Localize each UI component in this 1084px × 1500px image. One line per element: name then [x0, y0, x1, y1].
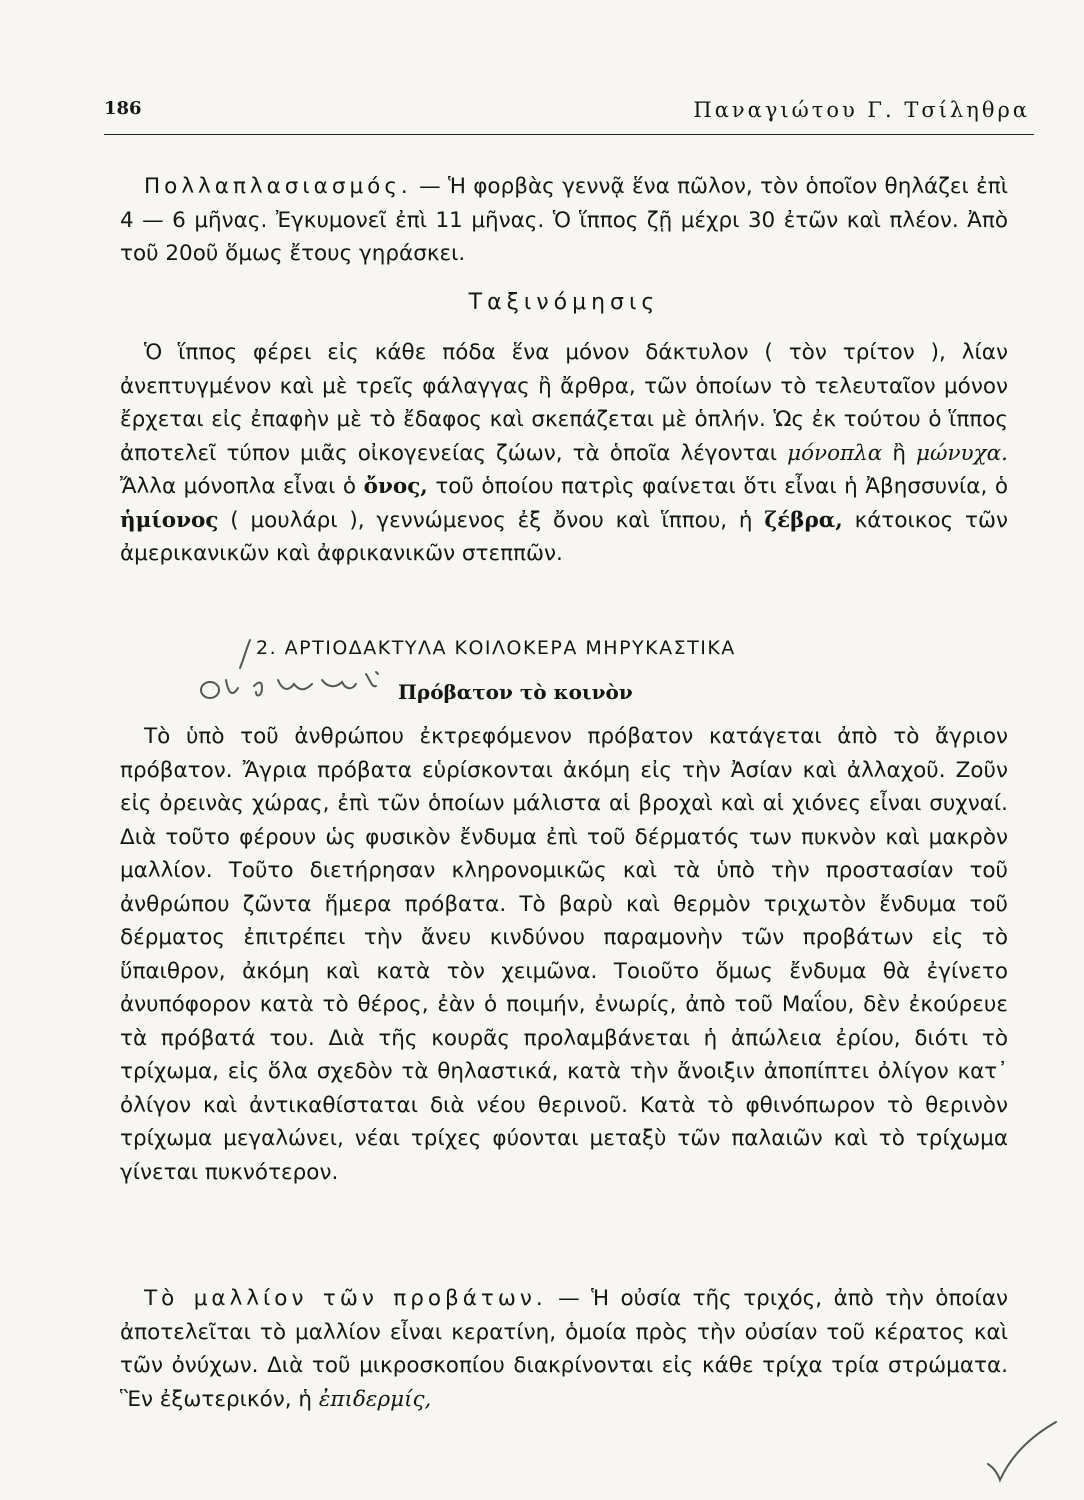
paragraph-wool [120, 1282, 1008, 1416]
italic-term: μώνυχα. [915, 440, 1008, 466]
paragraph-sheep [120, 720, 1008, 1189]
paragraph-text: — Ἡ φορβὰς γεννᾷ ἕνα πῶλον, τὸν ὁποῖον θηλάζει ἐπὶ 4 — 6 μῆνας. Ἐγκυμονεῖ ἐπὶ 11 μῆνας. Ὁ ἵππος ζῇ μέχρι 30 ἐτῶν καὶ πλέον. Ἀπὸ τοῦ 20οῦ ὅμως ἔτους γηράσκει. [120, 174, 1008, 266]
page-number: 186 [104, 98, 142, 119]
text-run: Ὁ ἵππος φέρει εἰς κάθε πόδα ἕνα μόνον δάκτυλον ( τὸν τρίτον ), λίαν ἀνεπτυγμένον καὶ μὲ τρεῖς φάλαγγας ἢ ἄρθρα, τῶν ὁποίων τὸ τελευταῖον μόνον ἔρχεται εἰς ἐπαφὴν μὲ τὸ ἔδαφος καὶ σκεπάζεται μὲ ὁπλήν. Ὡς ἐκ τούτου ὁ ἵππος ἀποτελεῖ τύπον μιᾶς οἰκογενείας ζώων, τὰ ὁποῖα λέγονται [120, 340, 1008, 466]
bold-term: ἡμίονος [120, 507, 219, 533]
paragraph-taxonomy [120, 336, 1008, 571]
paragraph-text: Τὸ ὑπὸ τοῦ ἀνθρώπου ἐκτρεφόμενον πρόβατον κατάγεται ἀπὸ τὸ ἄγριον πρόβατον. Ἄγρια πρόβατα εὑρίσκονται ἀκόμη εἰς τὴν Ἀσίαν καὶ ἀλλαχοῦ. Ζοῦν εἰς ὀρεινὰς χώρας, ἐπὶ τῶν ὁποίων μάλιστα αἱ βροχαὶ καὶ αἱ χιόνες εἶναι συχναί. Διὰ τοῦτο φέρουν ὡς φυσικὸν ἔνδυμα ἐπὶ τοῦ δέρματός των πυκνὸν καὶ μακρὸν μαλλίον. Τοῦτο διετήρησαν κληρονομικῶς καὶ τὰ ὑπὸ τὴν προστασίαν τοῦ ἀνθρώπου ζῶντα ἥμερα πρόβατα. Τὸ βαρὺ καὶ θερμὸν τριχωτὸν ἔνδυμα τοῦ δέρματος ἐπιτρέπει τὴν ἄνευ κινδύνου παραμονὴν τῶν προβάτων εἰς τὸ ὕπαιθρον, ἀκόμη καὶ κατὰ τὸν χειμῶνα. Τοιοῦτο ὅμως ἔνδυμα θὰ ἐγίνετο ἀνυπόφορον κατὰ τὸ θέρος, ἐὰν ὁ ποιμήν, ἐνωρίς, ἀπὸ τοῦ Μαΐου, δὲν ἐκούρευε τὰ πρόβατά του. Διὰ τῆς κουρᾶς προλαμβάνεται ἡ ἀπώλεια ἐρίου, διότι τὸ τρίχωμα, εἰς ὅλα σχεδὸν τὰ θηλαστικά, κατὰ τὴν ἄνοιξιν ἀποπίπτει ὀλίγον κατ᾽ ὀλίγον καὶ ἀντικαθίσταται διὰ νέου θερινοῦ. Κατὰ τὸ φθινόπωρον τὸ θερινὸν τρίχωμα μεγαλώνει, νέαι τρίχες φύονται μεταξὺ τῶν παλαιῶν καὶ τὸ τρίχωμα γίνεται πυκνότερον. [120, 724, 1008, 1185]
paragraph-lead: Τὸ μαλλίον τῶν προβάτων. [144, 1286, 547, 1311]
paragraph-reproduction [120, 170, 1008, 271]
running-head: Παναγιώτου Γ. Τσίληθρα [693, 98, 1030, 122]
subheading-sheep: Πρόβατον τὸ κοινὸν [398, 680, 633, 704]
text-run: — Ἡ οὐσία τῆς τριχός, ἀπὸ τὴν ὁποίαν ἀποτελεῖται τὸ μαλλίον εἶναι κερατίνη, ὁμοία πρὸς τὴν οὐσίαν τοῦ κέρατος καὶ τῶν ὀνύχων. Διὰ τοῦ μικροσκοπίου διακρίνονται εἰς κάθε τρίχα τρία στρώματα. Ἓν ἐξωτερικόν, ἡ [120, 1286, 1008, 1412]
italic-term: μόνοπλα [787, 440, 883, 466]
pencil-annotation-icon [196, 628, 406, 708]
page-header [104, 98, 1034, 135]
text-run: τοῦ ὁποίου πατρὶς φαίνεται ὅτι εἶναι ἡ Ἀβησσυνία, ὁ [427, 474, 1008, 499]
pencil-checkmark-icon [984, 1416, 1064, 1486]
section-heading: 2. ΑΡΤΙΟΔΑΚΤΥΛΑ ΚΟΙΛΟΚΕΡΑ ΜΗΡΥΚΑΣΤΙΚΑ [256, 637, 736, 659]
text-run: ( μουλάρι ), γεννώμενος ἐξ ὄνου καὶ ἵππου, ἡ [218, 507, 765, 533]
italic-term: ἐπιδερμίς, [318, 1386, 432, 1412]
taxonomy-heading: Ταξινόμησις [468, 290, 660, 315]
text-run: Ἄλλα μόνοπλα εἶναι ὁ [120, 474, 364, 499]
text-run: κάτοικος τῶν ἀμερικανικῶν καὶ ἀφρικανικῶν στεππῶν. [120, 507, 1009, 566]
bold-term: ὄνος, [363, 474, 428, 499]
paragraph-lead: Πολλαπλασιασμός. [144, 174, 412, 199]
bold-term: ζέβρα, [764, 507, 843, 533]
text-run: ἢ [882, 440, 916, 466]
